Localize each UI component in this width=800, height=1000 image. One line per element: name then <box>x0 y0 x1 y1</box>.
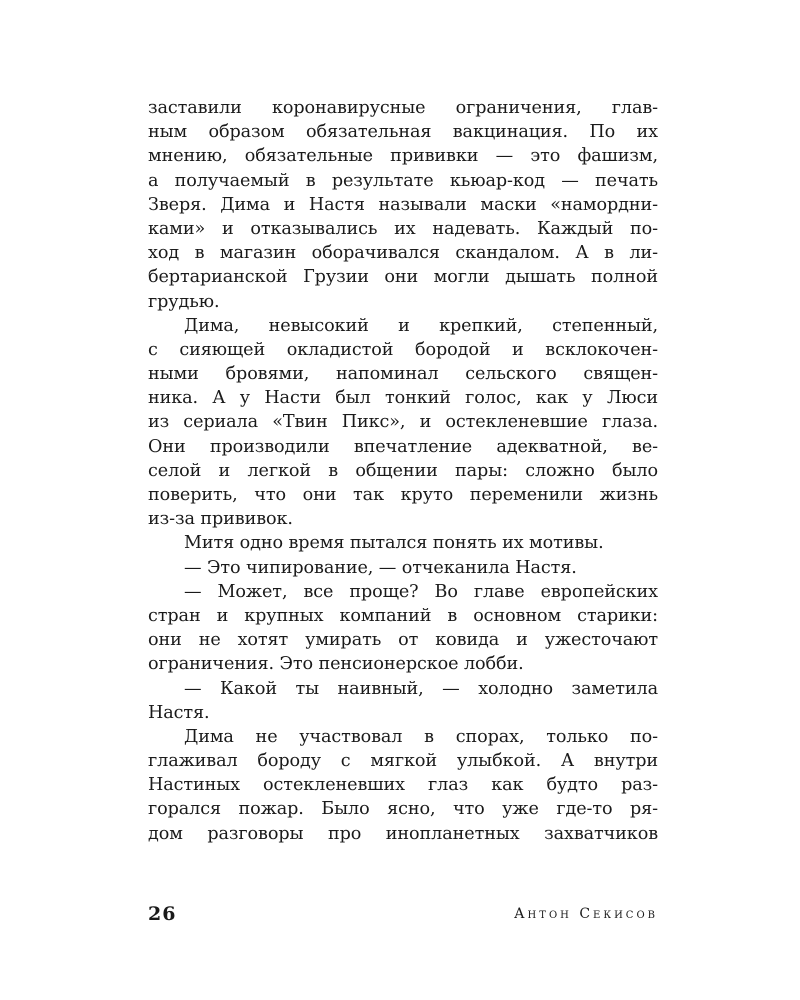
text-line: Дима, невысокий и крепкий, степенный, <box>184 315 658 336</box>
text-line: — Какой ты наивный, — холодно заметила <box>184 678 658 699</box>
text-line: с сияющей окладистой бородой и всклокочен- <box>148 339 658 360</box>
text-line: Они производили впечатление адекватной, ве- <box>148 436 658 457</box>
text-line: — Может, все проще? Во главе европейских <box>184 581 658 602</box>
text-line: они не хотят умирать от ковида и ужесточают <box>148 630 658 651</box>
text-line: ника. А у Насти был тонкий голос, как у Люси <box>148 388 658 409</box>
text-line: поверить, что они так круто переменили жизнь <box>148 485 658 505</box>
text-line: Дима не участвовал в спорах, только по- <box>184 726 658 747</box>
text-line: Митя одно время пытался понять их мотивы. <box>184 533 604 554</box>
text-line: бертарианской Грузии они могли дышать полной <box>148 267 658 288</box>
text-line: из сериала «Твин Пикс», и остекленевшие глаза. <box>148 412 658 433</box>
body-text <box>148 96 658 846</box>
text-line: — Это чипирование, — отчеканила Настя. <box>184 557 577 578</box>
text-line: Настя. <box>148 702 210 723</box>
text-line: горался пожар. Было ясно, что уже где-то ря- <box>148 799 658 820</box>
text-line: из-за прививок. <box>148 509 293 530</box>
text-line: Настиных остекленевших глаз как будто раз- <box>148 775 658 796</box>
text-line: мнению, обязательные прививки — это фашизм, <box>148 146 658 167</box>
text-line: ками» и отказывались их надевать. Каждый по- <box>148 218 658 239</box>
text-line: а получаемый в результате кьюар-код — печать <box>148 170 658 191</box>
text-line: ным образом обязательная вакцинация. По их <box>148 122 658 143</box>
text-line: дом разговоры про инопланетных захватчиков <box>148 823 658 844</box>
text-line: стран и крупных компаний в основном старики: <box>148 605 658 626</box>
page-number: 26 <box>148 903 177 925</box>
text-line: ограничения. Это пенсионерское лобби. <box>148 654 524 675</box>
text-line: ход в магазин оборачивался скандалом. А в ли- <box>148 243 658 264</box>
text-line: селой и легкой в общении пары: сложно было <box>148 460 658 481</box>
text-line: ными бровями, напоминал сельского священ- <box>148 364 658 385</box>
running-head-author: Антон Секисов <box>513 906 658 922</box>
text-line: грудью. <box>148 291 220 312</box>
text-line: заставили коронавирусные ограничения, глав- <box>148 98 658 118</box>
text-line: Зверя. Дима и Настя называли маски «намордни- <box>148 194 658 215</box>
text-line: глаживал бороду с мягкой улыбкой. А внутри <box>148 751 658 772</box>
page-footer <box>148 902 658 926</box>
